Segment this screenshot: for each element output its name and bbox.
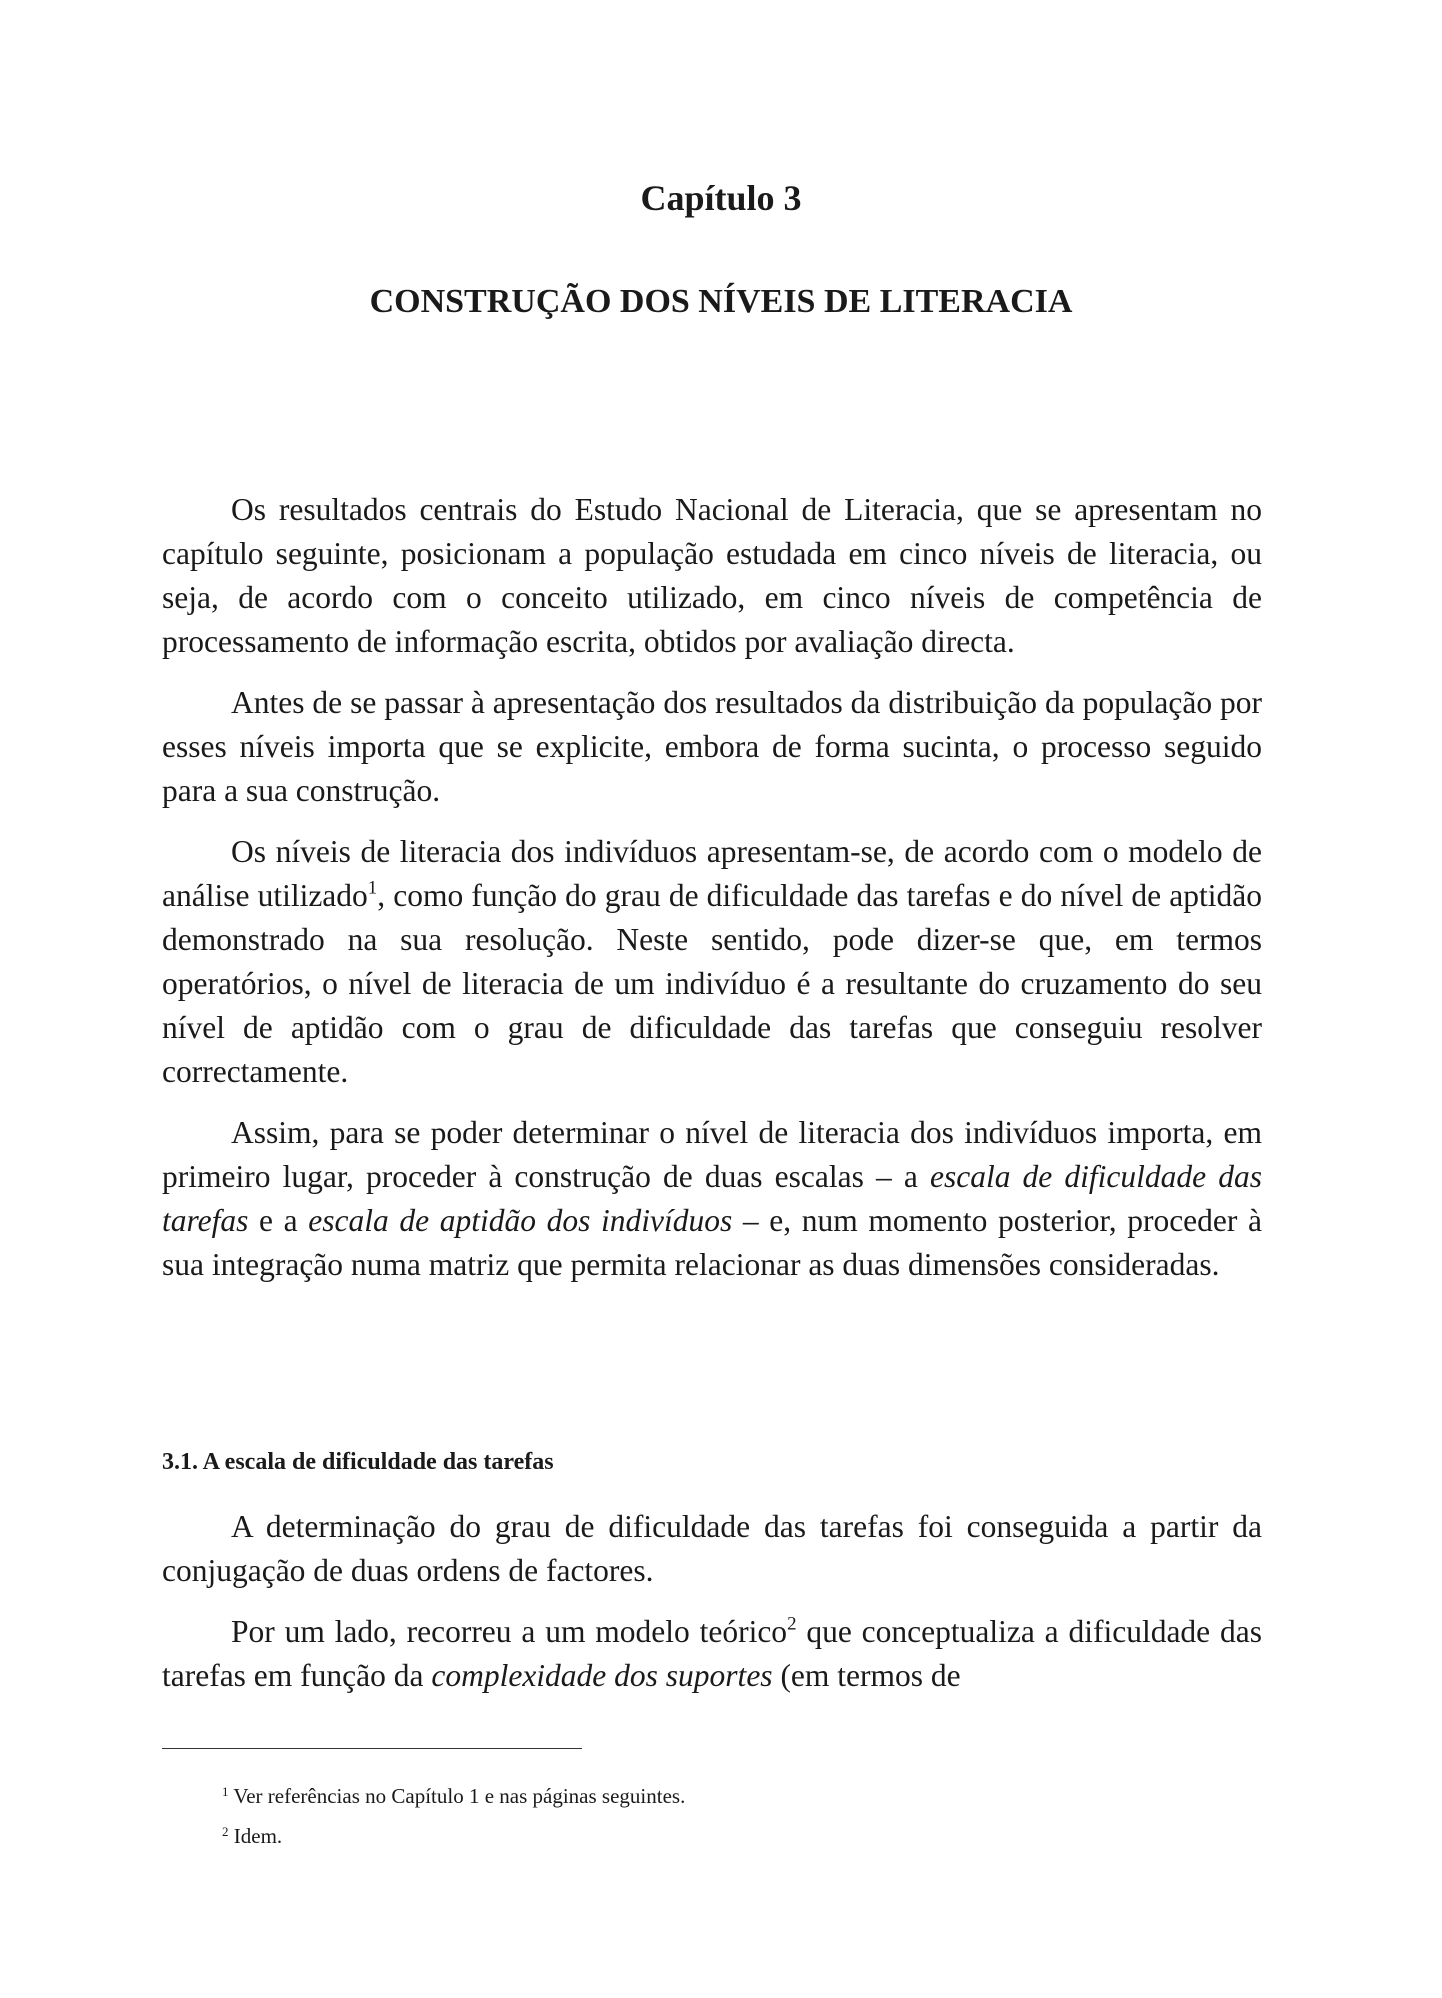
footnote-2 — [222, 1822, 685, 1850]
chapter-title: CONSTRUÇÃO DOS NÍVEIS DE LITERACIA — [369, 283, 1073, 320]
section-paragraph-2-text-a: Por um lado, recorreu a um modelo teórico — [231, 1614, 788, 1649]
section-heading: 3.1. A escala de dificuldade das tarefas — [162, 1449, 554, 1475]
section-paragraph-2-text-b: que conceptualiza a dificuldade das tarefas em função da — [162, 1614, 1262, 1693]
paragraph-1: Os resultados centrais do Estudo Nacional de Literacia, que se apresentam no capítulo seguinte, posicionam a população estudada em cinco níveis de literacia, ou seja, de acordo com o conceito utilizado, em cinco níveis de competência de processamento de informação escrita, obtidos por avaliação directa. — [162, 492, 1262, 659]
paragraph-4 — [162, 1111, 1262, 1287]
footnote-ref-1: 1 — [367, 877, 378, 899]
footnote-1 — [222, 1782, 685, 1810]
section-paragraph-2-emphasis: complexidade dos suportes — [431, 1658, 773, 1693]
section-text — [162, 1505, 1262, 1698]
footnote-2-text: Idem. — [233, 1824, 283, 1848]
paragraph-4-text-a: Assim, para se poder determinar o nível de literacia dos indivíduos importa, em primeiro lugar, proceder à construção de duas escalas – a — [162, 1115, 1262, 1194]
footnote-separator — [162, 1748, 582, 1749]
paragraph-3-text-a: Os níveis de literacia dos indivíduos apresentam-se, de acordo com o modelo de análise utilizado — [162, 834, 1262, 913]
footnote-1-text: Ver referências no Capítulo 1 e nas páginas seguintes. — [233, 1784, 686, 1808]
paragraph-4-emphasis-2: escala de aptidão dos indivíduos — [308, 1203, 733, 1238]
chapter-label: Capítulo 3 — [640, 178, 802, 218]
paragraph-2: Antes de se passar à apresentação dos resultados da distribuição da população por esses níveis importa que se explicite, embora de forma sucinta, o processo seguido para a sua construção. — [162, 685, 1262, 808]
section-paragraph-2-text-c: (em termos de — [772, 1658, 961, 1693]
section-paragraph-1: A determinação do grau de dificuldade das tarefas foi conseguida a partir da conjugação de duas ordens de factores. — [162, 1509, 1262, 1588]
section-paragraph-2 — [162, 1610, 1262, 1698]
paragraph-4-text-b: e a — [248, 1203, 309, 1238]
footnotes — [222, 1782, 685, 1862]
footnote-1-number: 1 — [222, 1783, 229, 1799]
footnote-ref-2: 2 — [787, 1613, 797, 1635]
footnote-2-number: 2 — [222, 1823, 229, 1839]
paragraph-3-text-b: , como função do grau de dificuldade das tarefas e do nível de aptidão demonstrado na sua resolução. Neste sentido, pode dizer-se que, em termos operatórios, o nível de literacia de um indivíduo é a resultante do cruzamento do seu nível de aptidão com o grau de dificuldade das tarefas que conseguiu resolver correctamente. — [162, 878, 1262, 1089]
paragraph-4-text-c: – e, num momento posterior, proceder à sua integração numa matriz que permita relacionar as duas dimensões consideradas. — [162, 1203, 1262, 1282]
paragraph-4-emphasis-1: escala de dificuldade das tarefas — [162, 1159, 1263, 1238]
main-text — [162, 488, 1262, 1287]
paragraph-3 — [162, 830, 1262, 1094]
